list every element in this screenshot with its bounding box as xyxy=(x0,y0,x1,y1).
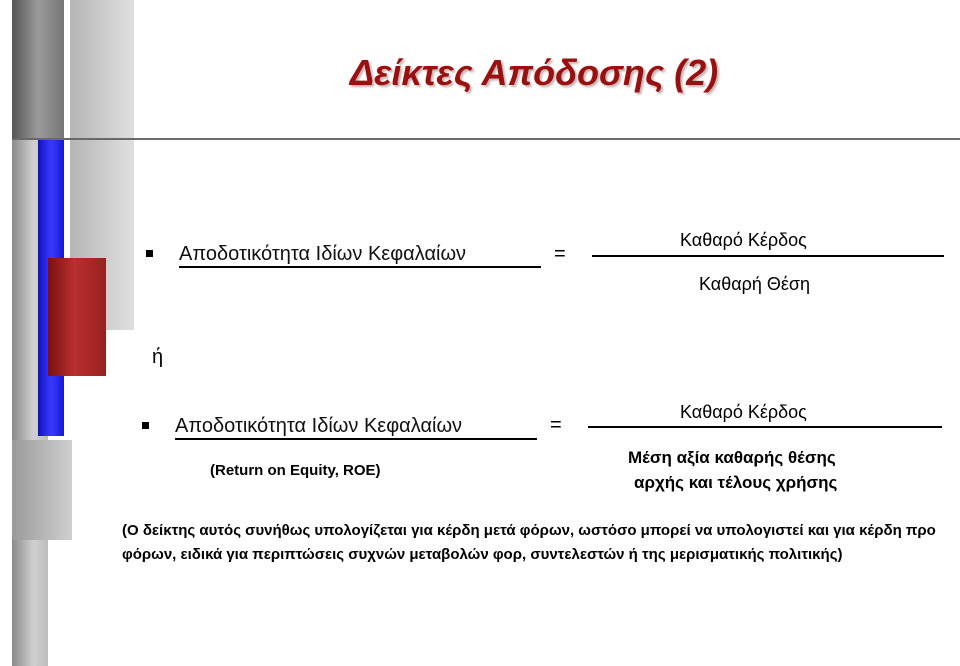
formula2-lhs: Αποδοτικότητα Ιδίων Κεφαλαίων xyxy=(175,415,463,437)
decorative-block-red xyxy=(48,258,106,376)
formula1-equals: = xyxy=(554,243,566,265)
formula1-fraction-line xyxy=(592,255,944,257)
formula1-denominator: Καθαρή Θέση xyxy=(699,274,811,294)
decorative-bar-lower xyxy=(12,440,72,540)
formula2-denominator-line2: αρχής και τέλους χρήσης xyxy=(634,473,838,492)
formula1-numerator: Καθαρό Κέρδος xyxy=(680,230,807,250)
or-label: ή xyxy=(152,346,164,368)
formula2-fraction-line xyxy=(588,426,942,428)
title-divider xyxy=(12,138,960,140)
formula1-lhs: Αποδοτικότητα Ιδίων Κεφαλαίων xyxy=(179,243,467,265)
bullet-icon xyxy=(142,422,149,429)
formula2-equals: = xyxy=(550,414,562,436)
formula1-lhs-underline xyxy=(179,266,541,268)
bullet-icon xyxy=(146,250,153,257)
formula2-numerator: Καθαρό Κέρδος xyxy=(680,402,807,422)
formula2-lhs-note: (Return on Equity, ROE) xyxy=(210,462,381,479)
slide-title: Δείκτες Απόδοσης (2) xyxy=(349,52,719,93)
formula2-denominator-line1: Μέση αξία καθαρής θέσης xyxy=(628,448,836,467)
explanatory-note: (Ο δείκτης αυτός συνήθως υπολογίζεται για κέρδη μετά φόρων, ωστόσο μπορεί να υπολογιστεί και για κέρδη προ φόρων, ειδικά για περιπτώσεις συχνών μεταβολών φορ, συντελεστών ή της μερισματικής πολιτικής) xyxy=(122,522,936,563)
formula2-lhs-underline xyxy=(175,438,537,440)
